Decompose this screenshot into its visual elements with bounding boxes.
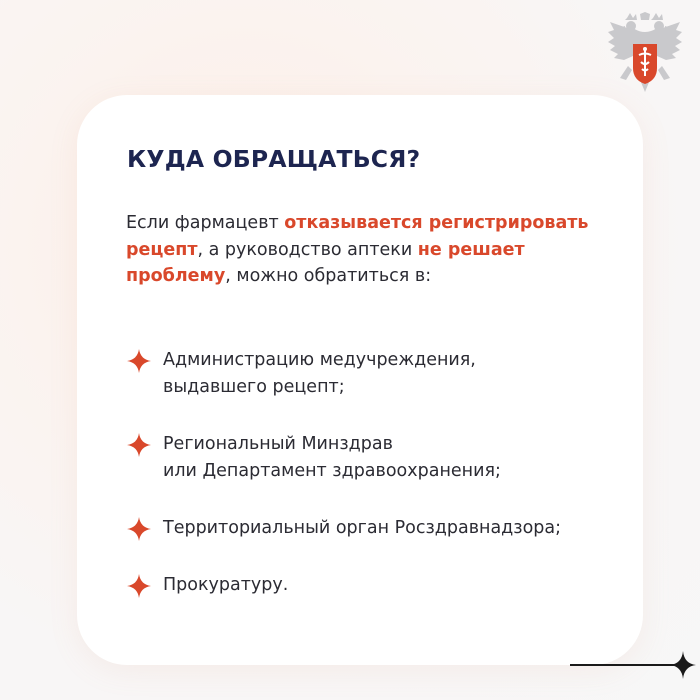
intro-text-part-3: , можно обратиться в:: [225, 266, 432, 286]
double-headed-eagle-emblem-icon: [606, 12, 684, 98]
contact-list: [127, 347, 637, 599]
four-point-star-icon: [127, 574, 151, 598]
list-item: [127, 347, 637, 401]
list-item-line: Прокуратуру.: [163, 575, 289, 595]
footer-divider-line: [570, 664, 674, 666]
list-item: [127, 431, 637, 485]
list-item-line: Региональный Минздрав: [163, 434, 393, 454]
list-item: [127, 572, 637, 599]
card-title: КУДА ОБРАЩАТЬСЯ?: [127, 145, 421, 173]
intro-highlight-refuses: отказывается регистрировать рецепт: [126, 213, 589, 260]
list-item-line: выдавшего рецепт;: [163, 377, 345, 397]
list-item-line: или Департамент здравоохранения;: [163, 461, 501, 481]
four-point-star-icon: [127, 517, 151, 541]
four-point-star-icon: [127, 349, 151, 373]
intro-highlight-no-solution: не решает проблему: [126, 239, 525, 286]
intro-text-part-1: Если фармацевт: [126, 213, 285, 233]
sparkle-star-icon: [670, 651, 696, 679]
intro-paragraph: [126, 210, 626, 290]
list-item-line: Территориальный орган Росздравнадзора;: [163, 518, 562, 538]
four-point-star-icon: [127, 433, 151, 457]
intro-text-part-2: , а руководство аптеки: [197, 239, 418, 260]
list-item: [127, 515, 637, 542]
info-card: [77, 95, 643, 665]
list-item-line: Администрацию медучреждения,: [163, 350, 476, 370]
